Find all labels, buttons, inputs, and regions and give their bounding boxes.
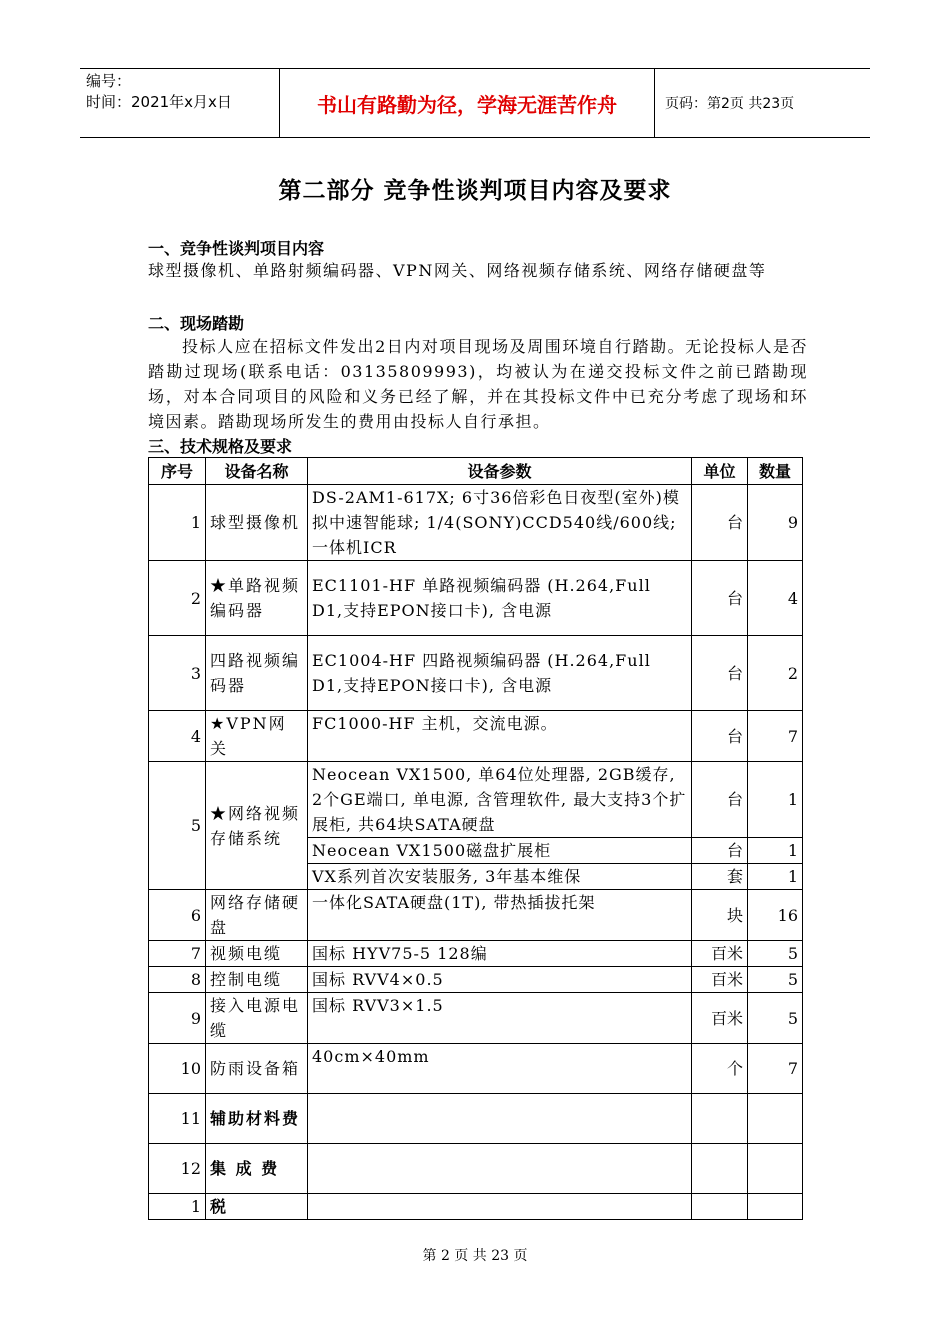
table-row xyxy=(149,636,803,711)
cell-no: 2 xyxy=(149,561,206,636)
cell-unit: 台 xyxy=(692,636,748,711)
cell-qty: 7 xyxy=(748,1044,803,1094)
code-label: 编号： xyxy=(86,72,132,90)
cell-name: 球型摄像机 xyxy=(206,485,308,561)
table-row xyxy=(149,890,803,941)
page-title: 第二部分 竞争性谈判项目内容及要求 xyxy=(278,178,672,204)
cell-name: 四路视频编码器 xyxy=(206,636,308,711)
cell-param: 国标 RVV3×1.5 xyxy=(308,993,692,1044)
cell-no: 9 xyxy=(149,993,206,1044)
cell-name: 防雨设备箱 xyxy=(206,1044,308,1094)
table-row xyxy=(149,1144,803,1194)
cell-param xyxy=(308,1144,692,1194)
cell-name: 辅助材料费 xyxy=(206,1094,308,1144)
cell-no: 6 xyxy=(149,890,206,941)
cell-name: ★网络视频存储系统 xyxy=(206,762,308,890)
section2-text: 投标人应在招标文件发出2日内对项目现场及周围环境自行踏勘。无论投标人是否踏勘过现场(联系电话：03135809993)，均被认为在递交投标文件之前已踏勘现场，对本合同项目的风险和义务已经了解，并在其投标文件中已充分考虑了现场和环境因素。踏勘现场所发生的费用由投标人自行承担。 xyxy=(148,337,808,431)
cell-unit: 台 xyxy=(692,762,748,838)
cell-name: ★VPN网关 xyxy=(206,711,308,762)
cell-no: 1 xyxy=(149,485,206,561)
cell-unit: 套 xyxy=(692,864,748,890)
table-row xyxy=(149,561,803,636)
page-footer: 第 2 页 共 23 页 xyxy=(422,1248,528,1264)
cell-param: Neocean VX1500磁盘扩展柜 xyxy=(308,838,692,864)
cell-param: EC1004-HF 四路视频编码器 (H.264,Full D1,支持EPON接口卡), 含电源 xyxy=(308,636,692,711)
cell-no: 11 xyxy=(149,1094,206,1144)
table-row xyxy=(149,1044,803,1094)
cell-name: 集 成 费 xyxy=(206,1144,308,1194)
cell-unit xyxy=(692,1144,748,1194)
cell-qty: 1 xyxy=(748,762,803,838)
section3-heading: 三、技术规格及要求 xyxy=(148,437,293,456)
cell-unit: 台 xyxy=(692,485,748,561)
cell-param xyxy=(308,1194,692,1220)
col-header-no: 序号 xyxy=(149,458,206,485)
spec-table xyxy=(148,457,803,1220)
cell-unit: 个 xyxy=(692,1044,748,1094)
page-header xyxy=(80,68,870,138)
cell-name: 控制电缆 xyxy=(206,967,308,993)
cell-qty: 5 xyxy=(748,967,803,993)
cell-unit: 台 xyxy=(692,711,748,762)
cell-param: Neocean VX1500, 单64位处理器, 2GB缓存, 2个GE端口, 单电源, 含管理软件, 最大支持3个扩展柜, 共64块SATA硬盘 xyxy=(308,762,692,838)
table-row xyxy=(149,762,803,838)
cell-name: ★单路视频编码器 xyxy=(206,561,308,636)
cell-param: 一体化SATA硬盘(1T), 带热插拔托架 xyxy=(308,890,692,941)
cell-unit: 台 xyxy=(692,561,748,636)
cell-unit: 块 xyxy=(692,890,748,941)
cell-qty: 5 xyxy=(748,993,803,1044)
col-header-name: 设备名称 xyxy=(206,458,308,485)
cell-unit xyxy=(692,1094,748,1144)
cell-param: VX系列首次安装服务, 3年基本维保 xyxy=(308,864,692,890)
cell-param: DS-2AM1-617X; 6寸36倍彩色日夜型(室外)模拟中速智能球; 1/4(SONY)CCD540线/600线; 一体机ICR xyxy=(308,485,692,561)
col-header-param: 设备参数 xyxy=(308,458,692,485)
cell-no: 7 xyxy=(149,941,206,967)
cell-qty: 1 xyxy=(748,838,803,864)
cell-param: FC1000-HF 主机，交流电源。 xyxy=(308,711,692,762)
col-header-unit: 单位 xyxy=(692,458,748,485)
cell-qty xyxy=(748,1094,803,1144)
cell-qty: 4 xyxy=(748,561,803,636)
cell-unit xyxy=(692,1194,748,1220)
cell-param: 国标 RVV4×0.5 xyxy=(308,967,692,993)
table-row xyxy=(149,1094,803,1144)
date-label: 时间：2021年x月x日 xyxy=(86,93,232,111)
cell-no: 10 xyxy=(149,1044,206,1094)
cell-qty: 1 xyxy=(748,864,803,890)
cell-qty: 5 xyxy=(748,941,803,967)
cell-param: 40cm×40mm xyxy=(308,1044,692,1094)
cell-qty: 9 xyxy=(748,485,803,561)
table-row xyxy=(149,485,803,561)
table-row xyxy=(149,1194,803,1220)
cell-no: 3 xyxy=(149,636,206,711)
table-header-row xyxy=(149,458,803,485)
cell-qty xyxy=(748,1194,803,1220)
section1-heading: 一、竞争性谈判项目内容 xyxy=(148,239,325,258)
section2-heading: 二、现场踏勘 xyxy=(148,314,245,333)
header-motto: 书山有路勤为径，学海无涯苦作舟 xyxy=(280,69,655,137)
cell-param: 国标 HYV75-5 128编 xyxy=(308,941,692,967)
table-row xyxy=(149,993,803,1044)
cell-qty: 7 xyxy=(748,711,803,762)
table-row xyxy=(149,941,803,967)
cell-qty: 2 xyxy=(748,636,803,711)
cell-no: 5 xyxy=(149,762,206,890)
cell-name: 接入电源电缆 xyxy=(206,993,308,1044)
cell-no: 4 xyxy=(149,711,206,762)
cell-name: 视频电缆 xyxy=(206,941,308,967)
cell-qty: 16 xyxy=(748,890,803,941)
table-row xyxy=(149,711,803,762)
cell-name: 税 xyxy=(206,1194,308,1220)
cell-unit: 百米 xyxy=(692,967,748,993)
cell-param xyxy=(308,1094,692,1144)
cell-no: 8 xyxy=(149,967,206,993)
section1-text: 球型摄像机、单路射频编码器、VPN网关、网络视频存储系统、网络存储硬盘等 xyxy=(148,261,767,280)
cell-unit: 百米 xyxy=(692,941,748,967)
header-page-number: 页码：第2页 共23页 xyxy=(665,96,795,112)
cell-unit: 百米 xyxy=(692,993,748,1044)
header-meta xyxy=(80,69,280,137)
cell-no: 12 xyxy=(149,1144,206,1194)
table-row xyxy=(149,967,803,993)
cell-param: EC1101-HF 单路视频编码器 (H.264,Full D1,支持EPON接口卡), 含电源 xyxy=(308,561,692,636)
cell-name: 网络存储硬盘 xyxy=(206,890,308,941)
cell-qty xyxy=(748,1144,803,1194)
cell-unit: 台 xyxy=(692,838,748,864)
cell-no: 1 xyxy=(149,1194,206,1220)
col-header-qty: 数量 xyxy=(748,458,803,485)
